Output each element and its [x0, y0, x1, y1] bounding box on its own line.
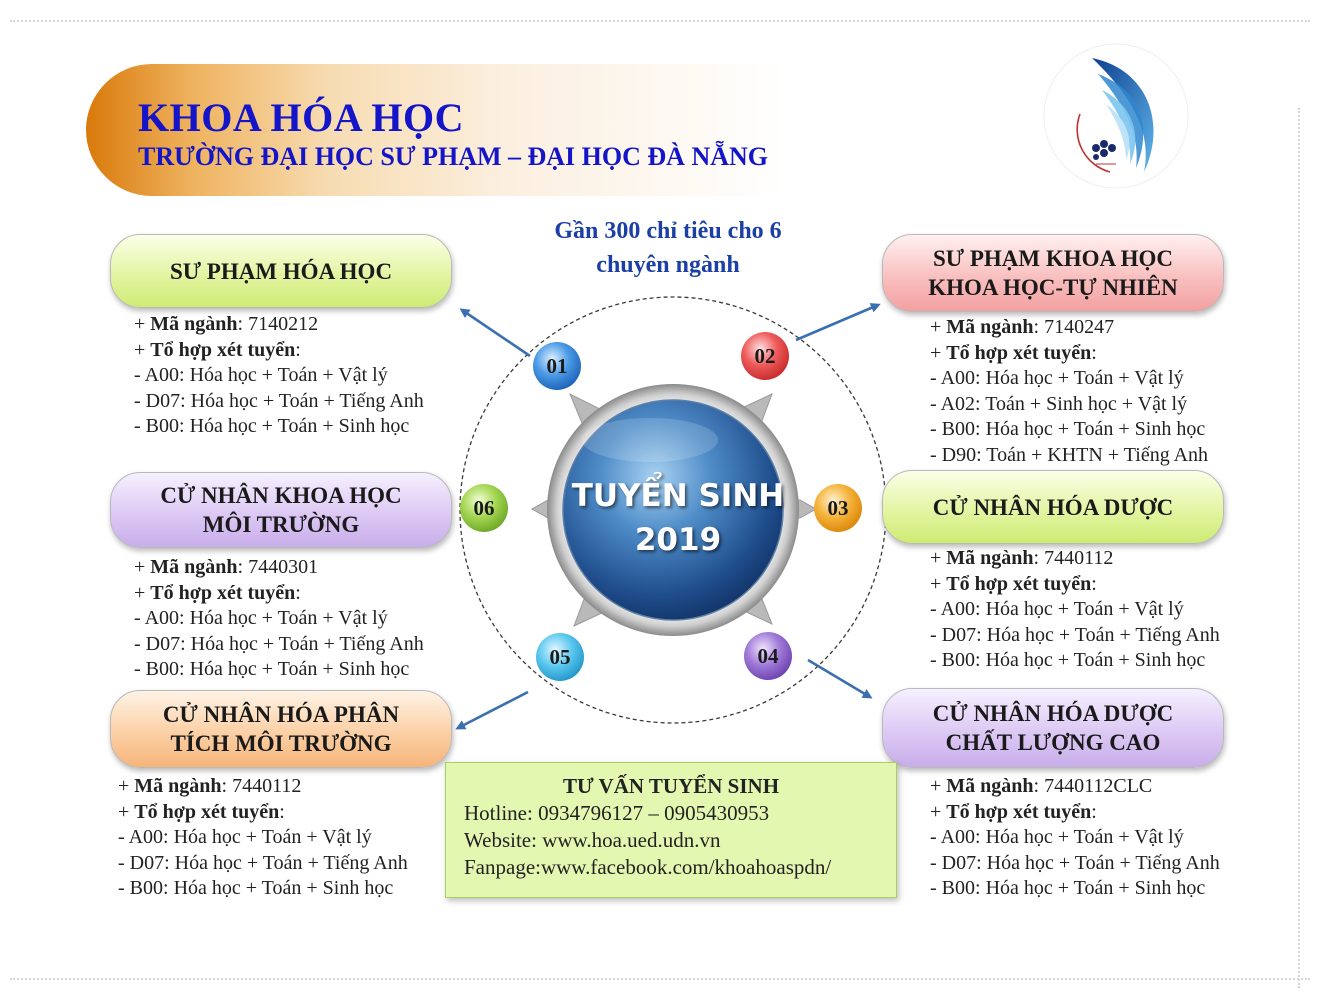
combo-label: Tổ hợp xét tuyển — [946, 800, 1092, 823]
hub-title: TUYỂN SINH — [571, 478, 785, 514]
major-06-code: 7440301 — [248, 556, 319, 578]
major-03-combo-1: - A00: Hóa học + Toán + Vật lý — [930, 598, 1184, 620]
major-02-title — [882, 234, 1224, 312]
major-01-combo-heading: + Tổ hợp xét tuyển: — [134, 338, 301, 361]
major-06-combo-1: - A00: Hóa học + Toán + Vật lý — [134, 607, 388, 629]
major-05-combo-3: - B00: Hóa học + Toán + Sinh học — [118, 877, 394, 899]
major-06-combo-2: - D07: Hóa học + Toán + Tiếng Anh — [134, 632, 424, 655]
contact-hotline: Hotline: 0934796127 – 0905430953 — [464, 801, 770, 825]
contact-website: Website: www.hoa.ued.udn.vn — [464, 828, 721, 852]
major-02-name-line-1: SƯ PHẠM KHOA HỌC — [932, 246, 1173, 271]
major-01-title — [110, 234, 452, 308]
major-03-combo-2: - D07: Hóa học + Toán + Tiếng Anh — [930, 623, 1220, 646]
faculty-title: KHOA HÓA HỌC — [138, 95, 465, 140]
combo-label: Tổ hợp xét tuyển — [150, 338, 296, 361]
major-05-info — [118, 774, 408, 902]
major-02-code-line: + Mã ngành: 7140247 — [930, 316, 1115, 338]
quota-line-1: Gần 300 chỉ tiêu cho 6 — [554, 218, 782, 244]
major-04-combo-1: - A00: Hóa học + Toán + Vật lý — [930, 826, 1184, 848]
major-05-title — [110, 690, 452, 768]
major-04-name-line-1: CỬ NHÂN HÓA DƯỢC — [932, 701, 1174, 726]
major-03-title — [882, 470, 1224, 544]
major-01-name-line-1: SƯ PHẠM HÓA HỌC — [169, 258, 393, 284]
major-02-name-line-2: KHOA HỌC-TỰ NHIÊN — [928, 275, 1178, 300]
code-label: Mã ngành — [946, 316, 1034, 338]
major-02-combo-3: - B00: Hóa học + Toán + Sinh học — [930, 418, 1206, 440]
major-01-code-line: + Mã ngành: 7140212 — [134, 313, 319, 335]
admission-hub-label — [560, 474, 796, 562]
university-subtitle: TRƯỜNG ĐẠI HỌC SƯ PHẠM – ĐẠI HỌC ĐÀ NẴNG — [138, 142, 769, 171]
major-02-combo-heading: + Tổ hợp xét tuyển: — [930, 341, 1097, 364]
number-05: 05 — [549, 645, 571, 669]
major-03-combo-heading: + Tổ hợp xét tuyển: — [930, 572, 1097, 595]
major-06-title — [110, 472, 452, 548]
major-05-combo-1: - A00: Hóa học + Toán + Vật lý — [118, 826, 372, 848]
number-02: 02 — [754, 344, 776, 368]
major-05-code: 7440112 — [232, 775, 302, 797]
code-label: Mã ngành — [150, 556, 238, 578]
code-label: Mã ngành — [134, 775, 222, 797]
major-01-info — [134, 312, 424, 440]
major-06-combo-3: - B00: Hóa học + Toán + Sinh học — [134, 658, 410, 680]
major-03-info — [930, 546, 1220, 674]
major-01-code: 7140212 — [248, 313, 319, 335]
contact-title: TƯ VẤN TUYỂN SINH — [562, 774, 780, 798]
combo-label: Tổ hợp xét tuyển — [946, 341, 1092, 364]
major-05-name-line-1: CỬ NHÂN HÓA PHÂN — [162, 702, 400, 727]
major-01-combo-2: - D07: Hóa học + Toán + Tiếng Anh — [134, 389, 424, 412]
combo-label: Tổ hợp xét tuyển — [150, 581, 296, 604]
major-01-combo-3: - B00: Hóa học + Toán + Sinh học — [134, 415, 410, 437]
major-02-combo-1: - A00: Hóa học + Toán + Vật lý — [930, 367, 1184, 389]
major-04-name-line-2: CHẤT LƯỢNG CAO — [945, 730, 1161, 755]
major-06-code-line: + Mã ngành: 7440301 — [134, 556, 319, 578]
major-02-code: 7140247 — [1044, 316, 1115, 338]
number-03: 03 — [827, 496, 849, 520]
major-06-info — [134, 555, 424, 683]
major-05-name-line-2: TÍCH MÔI TRƯỜNG — [170, 731, 392, 756]
major-06-name-line-2: MÔI TRƯỜNG — [202, 512, 360, 537]
admission-contact-box — [445, 762, 897, 898]
major-04-combo-3: - B00: Hóa học + Toán + Sinh học — [930, 877, 1206, 899]
contact-fanpage: Fanpage:www.facebook.com/khoahoaspdn/ — [464, 855, 832, 879]
number-06: 06 — [473, 496, 495, 520]
major-03-code: 7440112 — [1044, 547, 1114, 569]
major-03-combo-3: - B00: Hóa học + Toán + Sinh học — [930, 649, 1206, 671]
number-01: 01 — [546, 354, 568, 378]
number-04: 04 — [757, 644, 779, 668]
major-04-code: 7440112CLC — [1044, 775, 1153, 797]
major-04-code-line: + Mã ngành: 7440112CLC — [930, 775, 1153, 797]
major-01-combo-1: - A00: Hóa học + Toán + Vật lý — [134, 364, 388, 386]
hub-year: 2019 — [634, 522, 722, 558]
major-04-combo-2: - D07: Hóa học + Toán + Tiếng Anh — [930, 851, 1220, 874]
major-02-combo-4: - D90: Toán + KHTN + Tiếng Anh — [930, 443, 1209, 466]
major-03-name-line-1: CỬ NHÂN HÓA DƯỢC — [932, 494, 1174, 520]
major-03-code-line: + Mã ngành: 7440112 — [930, 547, 1114, 569]
major-02-combo-2: - A02: Toán + Sinh học + Vật lý — [930, 392, 1188, 415]
major-06-name-line-1: CỬ NHÂN KHOA HỌC — [160, 483, 402, 508]
code-label: Mã ngành — [150, 313, 238, 335]
combo-label: Tổ hợp xét tuyển — [134, 800, 280, 823]
major-05-combo-2: - D07: Hóa học + Toán + Tiếng Anh — [118, 851, 408, 874]
major-04-info — [930, 774, 1220, 902]
major-05-combo-heading: + Tổ hợp xét tuyển: — [118, 800, 285, 823]
quota-line-2: chuyên ngành — [596, 252, 740, 278]
major-04-title — [882, 688, 1224, 768]
major-05-code-line: + Mã ngành: 7440112 — [118, 775, 302, 797]
major-02-info — [930, 315, 1208, 468]
code-label: Mã ngành — [946, 547, 1034, 569]
major-04-combo-heading: + Tổ hợp xét tuyển: — [930, 800, 1097, 823]
code-label: Mã ngành — [946, 775, 1034, 797]
combo-label: Tổ hợp xét tuyển — [946, 572, 1092, 595]
major-06-combo-heading: + Tổ hợp xét tuyển: — [134, 581, 301, 604]
